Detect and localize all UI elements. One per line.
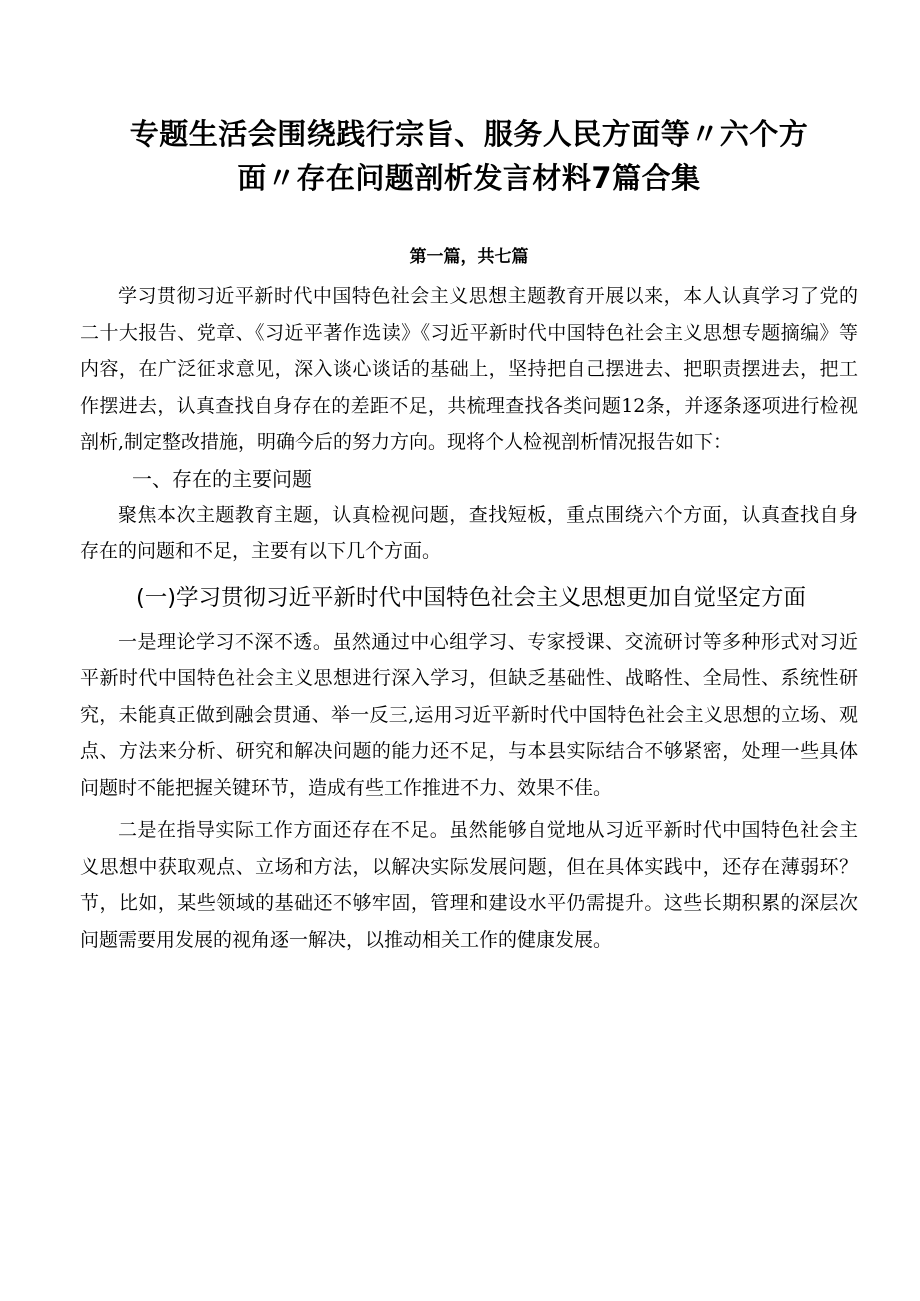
title-line-1: 专题生活会围绕践行宗旨、服务人民方面等〃六个方	[129, 117, 809, 151]
subsection-heading: (一)学习贯彻习近平新时代中国特色社会主义思想更加自觉坚定方面	[136, 584, 807, 611]
point-one-paragraph: 一是理论学习不深不透。虽然通过中心组学习、专家授课、交流研讨等多种形式对习近平新时代中国特色社会主义思想进行深入学习，但缺乏基础性、战略性、全局性、系统性研究，未能真正做到融会贯通、举一反三,运用习近平新时代中国特色社会主义思想的立场、观点、方法来分析、研究和解决问题的能力还不足，与本县实际结合不够紧密，处理一些具体问题时不能把握关键环节，造成有些工作推进不力、效果不佳。	[80, 630, 858, 799]
intro-paragraph: 学习贯彻习近平新时代中国特色社会主义思想主题教育开展以来，本人认真学习了党的二十大报告、党章、《习近平著作选读》《习近平新时代中国特色社会主义思想专题摘编》等内容，在广泛征求意见，深入谈心谈话的基础上，坚持把自己摆进去、把职责摆进去，把工作摆进去，认真查找自身存在的差距不足，共梳理查找各类问题12条，并逐条逐项进行检视剖析,制定整改措施，明确今后的努力方向。现将个人检视剖析情况报告如下：	[80, 285, 858, 453]
section-paragraph: 聚焦本次主题教育主题，认真检视问题，查找短板，重点围绕六个方面，认真查找自身存在的问题和不足，主要有以下几个方面。	[80, 503, 858, 562]
title-line-2: 面〃存在问题剖析发言材料7篇合集	[237, 161, 701, 195]
section-heading: 一、存在的主要问题	[132, 466, 312, 491]
point-two-paragraph: 二是在指导实际工作方面还存在不足。虽然能够自觉地从习近平新时代中国特色社会主义思想中获取观点、立场和方法，以解决实际发展问题，但在具体实践中，还存在薄弱环？节，比如，某些领域的基础还不够牢固，管理和建设水平仍需提升。这些长期积累的深层次问题需要用发展的视角逐一解决，以推动相关工作的健康发展。	[80, 819, 858, 951]
part-heading: 第一篇，共七篇	[409, 247, 529, 267]
document-title	[80, 112, 858, 200]
